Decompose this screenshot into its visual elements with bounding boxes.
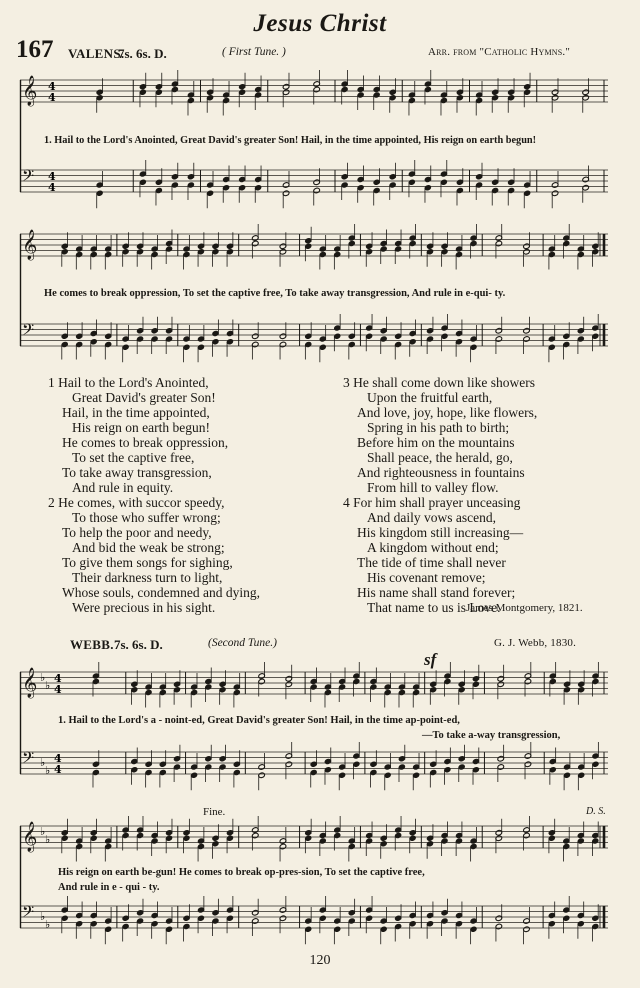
stanza-line: Were precious in his sight. <box>72 600 216 615</box>
stanza-line: Hail, in the time appointed, <box>62 405 210 420</box>
stanza-line: 1 Hail to the Lord's Anointed, <box>48 375 209 390</box>
svg-text:♭: ♭ <box>40 910 46 923</box>
treble-clef-icon: 𝄞 <box>22 822 38 852</box>
svg-text:4: 4 <box>54 672 62 685</box>
svg-text:♭: ♭ <box>45 764 51 777</box>
stanza-line: His name shall stand forever; <box>357 585 516 600</box>
stanza-line: That name to us is Love. <box>367 600 501 615</box>
svg-text:♭: ♭ <box>40 825 46 838</box>
first-tune-lyric-line-1: 1. Hail to the Lord's Anointed, Great David's greater Son! Hail, in the time appointed, His reign on earth begun! <box>44 135 537 146</box>
stanza-line: And righteousness in fountains <box>357 465 525 480</box>
svg-text:4: 4 <box>48 80 56 93</box>
stanza-line: He comes to break oppression, <box>62 435 229 450</box>
author-credit: James Montgomery, 1821. <box>466 602 583 614</box>
stanza-line: His reign on earth begun! <box>72 420 210 435</box>
stanza-line: Spring in his path to birth; <box>367 420 510 435</box>
bass-clef-icon: 𝄢 <box>22 321 35 343</box>
second-tune-meter: 7s. 6s. D. <box>114 637 163 652</box>
stanza-line: From hill to valley flow. <box>367 480 499 495</box>
svg-text:♭: ♭ <box>45 679 51 692</box>
stanza-3 <box>343 375 537 495</box>
stanza-4 <box>343 495 523 615</box>
second-tune-lyric-line-1: 1. Hail to the Lord's a - noint-ed, Great David's greater Son! Hail, in the time ap-point-ed, <box>58 715 460 726</box>
svg-text:4: 4 <box>54 683 62 696</box>
second-tune-label: (Second Tune.) <box>208 637 277 649</box>
first-tune-meter: 7s. 6s. D. <box>118 46 167 61</box>
first-tune-name: VALENS. <box>68 46 125 61</box>
bass-staff <box>20 167 608 192</box>
page-number: 120 <box>309 953 331 968</box>
time-signature-bass <box>54 752 62 776</box>
second-tune-composer: G. J. Webb, 1830. <box>494 637 577 649</box>
hymn-number: 167 <box>16 36 54 63</box>
bass-clef-icon: 𝄢 <box>22 903 35 925</box>
svg-text:♭: ♭ <box>40 671 46 684</box>
svg-text:♭: ♭ <box>45 833 51 846</box>
stanza-line: 4 For him shall prayer unceasing <box>343 495 521 510</box>
stanza-line: And daily vows ascend, <box>367 510 496 525</box>
stanza-line: The tide of time shall never <box>357 555 506 570</box>
stanza-line: To set the captive free, <box>72 450 195 465</box>
stanza-line: To give them songs for sighing, <box>62 555 233 570</box>
treble-clef-icon: 𝄞 <box>22 76 38 106</box>
second-tune-lyric-line-1b: —To take a-way transgression, <box>422 730 561 741</box>
svg-text:♭: ♭ <box>40 756 46 769</box>
stanza-line: 3 He shall come down like showers <box>343 375 535 390</box>
stanza-line: To help the poor and needy, <box>62 525 212 540</box>
second-tune-lyric-line-2b: And rule in e - qui - ty. <box>58 882 160 893</box>
stanza-line: Upon the fruitful earth, <box>367 390 493 405</box>
svg-text:4: 4 <box>48 181 56 194</box>
time-signature-treble <box>48 80 56 104</box>
stanza-line: Great David's greater Son! <box>72 390 216 405</box>
treble-clef-icon: 𝄞 <box>22 230 38 260</box>
ds-mark: D. S. <box>586 806 606 817</box>
stanza-line: And rule in equity. <box>72 480 174 495</box>
bass-clef-icon: 𝄢 <box>22 167 35 189</box>
fine-mark: Fine. <box>203 806 226 818</box>
stanza-line: A kingdom without end; <box>367 540 499 555</box>
stanza-line: To take away transgression, <box>62 465 212 480</box>
stanza-line: To those who suffer wrong; <box>72 510 221 525</box>
stanza-2 <box>48 495 260 615</box>
dynamic-mark: sf <box>424 650 437 669</box>
first-tune-arranger: Arr. from "Catholic Hymns." <box>428 46 571 58</box>
svg-text:4: 4 <box>48 91 56 104</box>
stanza-line: Their darkness turn to light, <box>72 570 223 585</box>
first-tune-lyric-line-2: He comes to break oppression, To set the captive free, To take away transgression, And rule in e-qui- ty. <box>44 288 506 299</box>
stanza-line: Whose souls, condemned and dying, <box>62 585 260 600</box>
svg-text:4: 4 <box>48 170 56 183</box>
first-tune-label: ( First Tune. ) <box>222 46 286 58</box>
svg-text:4: 4 <box>54 763 62 776</box>
stanza-line: Before him on the mountains <box>357 435 515 450</box>
section-title: Jesus Christ <box>253 10 387 37</box>
svg-text:4: 4 <box>54 752 62 765</box>
time-signature-bass <box>48 170 56 194</box>
stanza-1 <box>48 375 228 495</box>
stanza-line: Shall peace, the herald, go, <box>367 450 513 465</box>
stanza-line: His kingdom still increasing— <box>357 525 524 540</box>
time-signature-treble <box>54 672 62 696</box>
treble-clef-icon: 𝄞 <box>22 668 38 698</box>
stanza-line: And bid the weak be strong; <box>72 540 225 555</box>
stanza-line: 2 He comes, with succor speedy, <box>48 495 225 510</box>
stanza-line: And love, joy, hope, like flowers, <box>357 405 538 420</box>
stanza-line: His covenant remove; <box>367 570 486 585</box>
svg-text:♭: ♭ <box>45 918 51 931</box>
bass-clef-icon: 𝄢 <box>22 749 35 771</box>
second-tune-lyric-line-2: His reign on earth be-gun! He comes to break op-pres-sion, To set the captive free, <box>58 867 425 878</box>
second-tune-name: WEBB. <box>70 637 114 652</box>
bass-staff <box>20 903 608 928</box>
